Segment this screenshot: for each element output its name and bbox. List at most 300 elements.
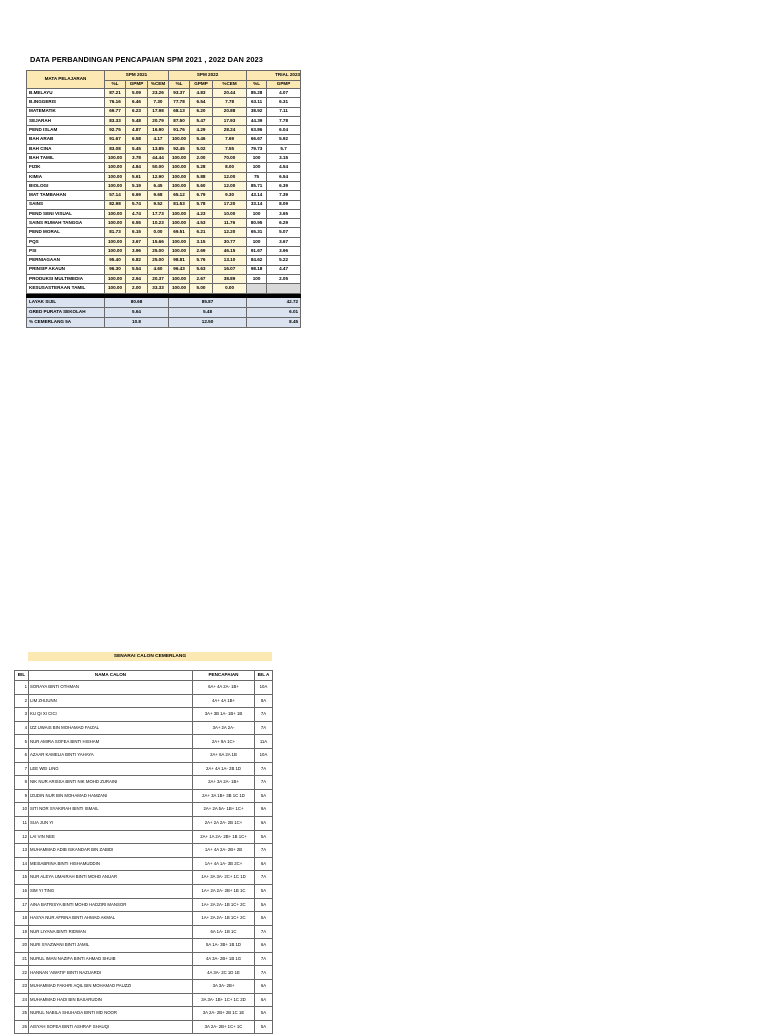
value-2022: 5.00 bbox=[190, 284, 213, 293]
candidate-row bbox=[15, 694, 273, 708]
candidate-result: 2A+ 3A 1B+ 3B 1C 1D bbox=[193, 789, 255, 803]
value-2022: 6.20 bbox=[190, 107, 213, 116]
value-2021: 69.77 bbox=[105, 107, 126, 116]
candidate-number: 13 bbox=[15, 844, 29, 858]
summary-2021: 5.64 bbox=[105, 307, 169, 317]
candidate-name: MEISABRINA BINTI HISHAMUDDIN bbox=[29, 857, 193, 871]
value-trial: 85.28 bbox=[247, 89, 267, 98]
value-2021: 4.84 bbox=[126, 163, 148, 172]
value-2022: 100.00 bbox=[169, 274, 190, 283]
year-header-trial: TRIAL 2023 bbox=[247, 71, 301, 81]
candidate-name: MUHAMMAD HADI BIN BASARUDIN bbox=[29, 993, 193, 1007]
value-2022: 2.69 bbox=[190, 247, 213, 256]
value-2021: 100.00 bbox=[105, 284, 126, 293]
subject-name: SAINS RUMAH TANGGA bbox=[27, 219, 105, 228]
value-2021: 6.55 bbox=[126, 219, 148, 228]
subject-row bbox=[27, 163, 301, 172]
candidate-result: 1A+ 3A 3A- 2C+ 1C 1D bbox=[193, 871, 255, 885]
candidate-a-count: 7A bbox=[255, 776, 273, 790]
value-2022: 5.47 bbox=[190, 116, 213, 125]
subject-name: KESUSASTERAAN TAMIL bbox=[27, 284, 105, 293]
summary-label: GRED PURATA SEKOLAH bbox=[27, 307, 105, 317]
value-2021: 100.00 bbox=[105, 154, 126, 163]
value-2022: 5.76 bbox=[190, 256, 213, 265]
subject-name: FIZIK bbox=[27, 163, 105, 172]
candidate-number: 1 bbox=[15, 681, 29, 695]
candidate-a-count: 7A bbox=[255, 966, 273, 980]
value-2021: 5.54 bbox=[126, 265, 148, 274]
name-header: NAMA CALON bbox=[29, 671, 193, 681]
value-2022: 70.00 bbox=[213, 154, 247, 163]
candidate-row bbox=[15, 884, 273, 898]
value-2022: 10.00 bbox=[213, 209, 247, 218]
value-2022: 92.45 bbox=[169, 144, 190, 153]
candidate-name: KU QI XI CICI bbox=[29, 708, 193, 722]
value-2022: 0.00 bbox=[213, 284, 247, 293]
value-2022: 68.13 bbox=[169, 107, 190, 116]
value-2022: 100.00 bbox=[169, 247, 190, 256]
subject-name: BIOLOGI bbox=[27, 181, 105, 190]
value-2021: 91.67 bbox=[105, 135, 126, 144]
value-2021: 100.00 bbox=[105, 247, 126, 256]
value-2021: 33.33 bbox=[148, 284, 169, 293]
value-2022: 20.44 bbox=[213, 89, 247, 98]
value-2022: 69.51 bbox=[169, 228, 190, 237]
value-trial: 7.11 bbox=[267, 107, 301, 116]
value-2021: 44.44 bbox=[148, 154, 169, 163]
candidate-number: 14 bbox=[15, 857, 29, 871]
candidate-number: 22 bbox=[15, 966, 29, 980]
candidate-a-count: 6A bbox=[255, 993, 273, 1007]
value-2022: 17.93 bbox=[213, 116, 247, 125]
value-2021: 5.74 bbox=[126, 200, 148, 209]
value-2022: 6.21 bbox=[190, 228, 213, 237]
candidate-a-count: 5A bbox=[255, 789, 273, 803]
value-2021: 9.52 bbox=[148, 200, 169, 209]
value-trial: 80.95 bbox=[247, 219, 267, 228]
candidate-name: NURI SYAZWANI BINTI JAMIL bbox=[29, 939, 193, 953]
candidate-result: 1A+ 2A 2A- 1B 1C+ 2C bbox=[193, 898, 255, 912]
value-2021: 95.40 bbox=[105, 256, 126, 265]
candidate-name: NURUL IMAN NAZIFA BINTI AHMAD SHUIB bbox=[29, 952, 193, 966]
value-2021: 100.00 bbox=[105, 172, 126, 181]
value-trial: 6.04 bbox=[267, 126, 301, 135]
value-2022: 100.00 bbox=[169, 163, 190, 172]
value-trial: 8.09 bbox=[267, 200, 301, 209]
candidate-name: LEE WEI LING bbox=[29, 762, 193, 776]
value-2022: 98.81 bbox=[169, 256, 190, 265]
candidate-a-count: 11A bbox=[255, 735, 273, 749]
value-2021: 0.00 bbox=[148, 228, 169, 237]
candidate-result: 2A+ 4A 1A- 2B 1D bbox=[193, 762, 255, 776]
year-header-2022: SPM 2022 bbox=[169, 71, 247, 81]
value-2021: 5.19 bbox=[126, 181, 148, 190]
value-2022: 5.88 bbox=[190, 172, 213, 181]
document-title: DATA PERBANDINGAN PENCAPAIAN SPM 2021 , 2022 DAN 2023 bbox=[30, 55, 263, 64]
value-2022: 100.00 bbox=[169, 154, 190, 163]
candidate-row bbox=[15, 939, 273, 953]
value-2021: 5.61 bbox=[126, 172, 148, 181]
subject-row bbox=[27, 89, 301, 98]
candidate-a-count: 7A bbox=[255, 925, 273, 939]
value-trial bbox=[267, 284, 301, 293]
candidate-name: IZZ UWAIS BIN MOHAMAD FAIZAL bbox=[29, 721, 193, 735]
candidate-a-count: 10A bbox=[255, 748, 273, 762]
value-2022: 38.89 bbox=[213, 274, 247, 283]
comparison-table bbox=[26, 70, 301, 328]
candidate-name: LAI VIN NEE bbox=[29, 830, 193, 844]
candidate-name: AISYAH SOFEA BINTI ASHRAF SHAUQI bbox=[29, 1020, 193, 1034]
value-2022: 12.00 bbox=[213, 181, 247, 190]
value-trial bbox=[247, 284, 267, 293]
candidate-row bbox=[15, 857, 273, 871]
value-2022: 2.67 bbox=[190, 274, 213, 283]
subject-row bbox=[27, 181, 301, 190]
value-2022: 4.29 bbox=[190, 126, 213, 135]
value-trial: 3.15 bbox=[267, 154, 301, 163]
value-2022: 5.28 bbox=[190, 163, 213, 172]
metric-header: %L bbox=[169, 81, 190, 89]
value-trial: 79.73 bbox=[247, 144, 267, 153]
value-2021: 6.82 bbox=[126, 256, 148, 265]
candidate-result: 4A+ 4A 1B+ bbox=[193, 694, 255, 708]
value-2022: 5.78 bbox=[190, 200, 213, 209]
value-2021: 96.30 bbox=[105, 265, 126, 274]
value-2021: 100.00 bbox=[105, 274, 126, 283]
candidate-a-count: 6A bbox=[255, 816, 273, 830]
value-2021: 100.00 bbox=[105, 209, 126, 218]
value-2021: 4.87 bbox=[126, 126, 148, 135]
value-trial: 100 bbox=[247, 209, 267, 218]
subject-column-header: MATA PELAJARAN bbox=[27, 71, 105, 89]
value-trial: 3.96 bbox=[267, 247, 301, 256]
value-trial: 65.31 bbox=[247, 228, 267, 237]
metric-header: %CEM bbox=[213, 81, 247, 89]
value-2022: 4.23 bbox=[190, 209, 213, 218]
candidate-a-count: 5A bbox=[255, 898, 273, 912]
value-trial: 44.39 bbox=[247, 116, 267, 125]
subject-row bbox=[27, 237, 301, 246]
summary-row bbox=[27, 317, 301, 327]
value-2021: 87.21 bbox=[105, 89, 126, 98]
value-trial: 98.18 bbox=[247, 265, 267, 274]
candidate-number: 7 bbox=[15, 762, 29, 776]
candidate-result: 2A+ 6A 2A 1B bbox=[193, 748, 255, 762]
subject-name: BAH CINA bbox=[27, 144, 105, 153]
candidate-a-count: 7A bbox=[255, 721, 273, 735]
value-2021: 92.75 bbox=[105, 126, 126, 135]
candidate-result: 4A 3A- 2B+ 1B 1G bbox=[193, 952, 255, 966]
value-2021: 100.00 bbox=[105, 181, 126, 190]
candidate-result: 3A 3A- 2B+ bbox=[193, 980, 255, 994]
candidate-result: 2A+ 1A 2A- 2B+ 1B 1C+ bbox=[193, 830, 255, 844]
value-2022: 81.53 bbox=[169, 200, 190, 209]
candidate-result: 2A+ 2A 5A- 1B+ 1C+ bbox=[193, 803, 255, 817]
value-2021: 81.73 bbox=[105, 228, 126, 237]
value-2022: 5.60 bbox=[190, 181, 213, 190]
candidate-row bbox=[15, 830, 273, 844]
value-2022: 4.83 bbox=[190, 89, 213, 98]
value-trial: 63.86 bbox=[247, 126, 267, 135]
value-2022: 16.07 bbox=[213, 265, 247, 274]
candidate-result: 3A 3A- 1B+ 1C+ 1C 2D bbox=[193, 993, 255, 1007]
value-2021: 5.45 bbox=[126, 144, 148, 153]
candidate-row bbox=[15, 871, 273, 885]
candidate-row bbox=[15, 1007, 273, 1021]
value-trial: 66.67 bbox=[247, 135, 267, 144]
candidate-result: 3A+ 3B 1A- 1B+ 1B bbox=[193, 708, 255, 722]
candidate-row bbox=[15, 966, 273, 980]
value-2021: 6.69 bbox=[126, 191, 148, 200]
candidate-row bbox=[15, 681, 273, 695]
subject-row bbox=[27, 256, 301, 265]
value-2021: 7.30 bbox=[148, 98, 169, 107]
metric-header: %L bbox=[247, 81, 267, 89]
metric-header: %L bbox=[105, 81, 126, 89]
candidate-result: 2A+ 2A 2A- 2B 1C+ bbox=[193, 816, 255, 830]
value-2022: 7.69 bbox=[213, 135, 247, 144]
value-2022: 9.30 bbox=[213, 191, 247, 200]
value-trial: 5.07 bbox=[267, 228, 301, 237]
subject-row bbox=[27, 191, 301, 200]
comparison-table-container bbox=[26, 70, 301, 390]
candidate-name: SUA JUN YI bbox=[29, 816, 193, 830]
candidate-number: 25 bbox=[15, 1007, 29, 1021]
candidate-name: HASYA NUR AFRINA BINTI AHMAD AKMAL bbox=[29, 912, 193, 926]
candidate-a-count: 10A bbox=[255, 681, 273, 695]
candidates-table bbox=[14, 670, 273, 1034]
candidate-row bbox=[15, 898, 273, 912]
subject-row bbox=[27, 274, 301, 283]
summary-2021: 10.8 bbox=[105, 317, 169, 327]
candidate-row bbox=[15, 912, 273, 926]
candidate-name: AZAAR KAMELIA BINTI YAHAYA bbox=[29, 748, 193, 762]
candidate-number: 10 bbox=[15, 803, 29, 817]
value-2021: 25.00 bbox=[148, 256, 169, 265]
subject-row bbox=[27, 219, 301, 228]
candidate-name: IZUDIN NUR BIN MOHAMAD HAMZANI bbox=[29, 789, 193, 803]
candidate-name: HANNAN 'AWATIF BINTI NAZUARDI bbox=[29, 966, 193, 980]
value-trial: 5.7 bbox=[267, 144, 301, 153]
candidate-number: 16 bbox=[15, 884, 29, 898]
result-header: PENCAPAIAN bbox=[193, 671, 255, 681]
candidate-number: 17 bbox=[15, 898, 29, 912]
candidate-result: 1A+ 4A 2A- 2B+ 2B bbox=[193, 844, 255, 858]
value-trial: 5.92 bbox=[267, 135, 301, 144]
candidate-name: SITI NOR SYAKIRAH BINTI ISMAIL bbox=[29, 803, 193, 817]
subject-row bbox=[27, 98, 301, 107]
summary-2022: 5.48 bbox=[169, 307, 247, 317]
summary-label: LAYAK SIJIL bbox=[27, 297, 105, 307]
value-2022: 5.46 bbox=[190, 135, 213, 144]
candidate-number: 23 bbox=[15, 980, 29, 994]
value-2022: 65.12 bbox=[169, 191, 190, 200]
summary-trial: 6.01 bbox=[247, 307, 301, 317]
candidate-row bbox=[15, 708, 273, 722]
subject-row bbox=[27, 265, 301, 274]
value-2022: 46.15 bbox=[213, 247, 247, 256]
candidate-row bbox=[15, 1020, 273, 1034]
metric-header: GPMP bbox=[126, 81, 148, 89]
subject-name: SEJARAH bbox=[27, 116, 105, 125]
value-2021: 6.45 bbox=[148, 181, 169, 190]
value-2022: 12.20 bbox=[213, 228, 247, 237]
candidate-a-count: 7A bbox=[255, 708, 273, 722]
year-header-2021: SPM 2021 bbox=[105, 71, 169, 81]
value-2022: 30.77 bbox=[213, 237, 247, 246]
candidate-row bbox=[15, 844, 273, 858]
value-2022: 6.54 bbox=[190, 98, 213, 107]
subject-name: PEND SENI VISUAL bbox=[27, 209, 105, 218]
summary-row bbox=[27, 307, 301, 317]
value-2021: 16.90 bbox=[148, 126, 169, 135]
value-2022: 20.88 bbox=[213, 107, 247, 116]
candidate-a-count: 5A bbox=[255, 884, 273, 898]
value-2021: 100.00 bbox=[105, 219, 126, 228]
candidate-a-count: 6A bbox=[255, 857, 273, 871]
value-2021: 2.00 bbox=[126, 284, 148, 293]
summary-label: % CEMERLANG 5A bbox=[27, 317, 105, 327]
value-2021: 82.98 bbox=[105, 200, 126, 209]
subject-name: PEND ISLAM bbox=[27, 126, 105, 135]
candidate-result: 3A+ 2A 2A- bbox=[193, 721, 255, 735]
candidate-row bbox=[15, 980, 273, 994]
value-2021: 17.73 bbox=[148, 209, 169, 218]
value-2021: 5.09 bbox=[126, 89, 148, 98]
value-trial: 33.14 bbox=[247, 200, 267, 209]
value-trial: 85.71 bbox=[247, 181, 267, 190]
bil-header: BIL bbox=[15, 671, 29, 681]
subject-row bbox=[27, 116, 301, 125]
candidate-result: 3A 2A- 2B+ 2B 1C 1E bbox=[193, 1007, 255, 1021]
candidate-row bbox=[15, 925, 273, 939]
candidate-number: 18 bbox=[15, 912, 29, 926]
candidate-a-count: 9A bbox=[255, 803, 273, 817]
candidates-title: SENARAI CALON CEMERLANG bbox=[28, 652, 272, 661]
value-2022: 100.00 bbox=[169, 237, 190, 246]
candidate-a-count: 5A bbox=[255, 1007, 273, 1021]
value-2021: 100.00 bbox=[105, 237, 126, 246]
candidate-result: 1A+ 2A 2A- 2B+ 1B 1C bbox=[193, 884, 255, 898]
candidate-result: 1A+ 4A 1A- 3B 2C+ bbox=[193, 857, 255, 871]
value-2022: 7.78 bbox=[213, 98, 247, 107]
candidate-number: 21 bbox=[15, 952, 29, 966]
candidate-a-count: 6A bbox=[255, 939, 273, 953]
value-trial: 84.62 bbox=[247, 256, 267, 265]
candidate-number: 11 bbox=[15, 816, 29, 830]
value-2021: 83.08 bbox=[105, 144, 126, 153]
subject-row bbox=[27, 200, 301, 209]
value-2022: 6.79 bbox=[190, 191, 213, 200]
candidate-name: NIK NUR ARISSA BINTI NIK MOHD ZURAINI bbox=[29, 776, 193, 790]
value-2022: 77.78 bbox=[169, 98, 190, 107]
value-2021: 83.33 bbox=[105, 116, 126, 125]
subject-row bbox=[27, 107, 301, 116]
candidate-a-count: 7A bbox=[255, 844, 273, 858]
value-trial: 6.54 bbox=[267, 172, 301, 181]
count-header: BIL A bbox=[255, 671, 273, 681]
subject-name: MAT TAMBAHAN bbox=[27, 191, 105, 200]
value-trial: 7.78 bbox=[267, 116, 301, 125]
subject-name: PQS bbox=[27, 237, 105, 246]
subject-name: PRODUKSI MULTIMEDIA bbox=[27, 274, 105, 283]
value-trial: 4.47 bbox=[267, 265, 301, 274]
subject-name: KIMIA bbox=[27, 172, 105, 181]
candidate-result: 2A+ 3A 2A- 1B+ bbox=[193, 776, 255, 790]
candidate-a-count: 6A bbox=[255, 980, 273, 994]
candidate-row bbox=[15, 803, 273, 817]
value-2022: 96.43 bbox=[169, 265, 190, 274]
subject-name: PRINSIP AKAUN bbox=[27, 265, 105, 274]
candidate-name: NURUL NABILA SHUHADA BINTI MD NOOR bbox=[29, 1007, 193, 1021]
candidate-name: SORAYA BINTI OTHMAN bbox=[29, 681, 193, 695]
candidate-number: 26 bbox=[15, 1020, 29, 1034]
value-2021: 10.23 bbox=[148, 219, 169, 228]
candidate-number: 24 bbox=[15, 993, 29, 1007]
value-2021: 3.78 bbox=[126, 154, 148, 163]
candidate-result: 6A+ 4A 2A- 1B+ bbox=[193, 681, 255, 695]
summary-row bbox=[27, 297, 301, 307]
subject-name: SAINS bbox=[27, 200, 105, 209]
value-2021: 2.94 bbox=[126, 274, 148, 283]
value-2022: 13.10 bbox=[213, 256, 247, 265]
value-2022: 100.00 bbox=[169, 219, 190, 228]
candidate-result: 2A+ 9A 1C+ bbox=[193, 735, 255, 749]
value-trial: 4.54 bbox=[267, 163, 301, 172]
subject-name: B.INGGERIS bbox=[27, 98, 105, 107]
candidate-result: 6A 1A- 1B 1C bbox=[193, 925, 255, 939]
candidate-a-count: 5A bbox=[255, 830, 273, 844]
candidate-number: 19 bbox=[15, 925, 29, 939]
candidate-name: SIM YI TING bbox=[29, 884, 193, 898]
value-2021: 76.16 bbox=[105, 98, 126, 107]
value-trial: 38.92 bbox=[247, 107, 267, 116]
value-trial: 43.14 bbox=[247, 191, 267, 200]
summary-2021: 80.68 bbox=[105, 297, 169, 307]
subject-name: PSI bbox=[27, 247, 105, 256]
candidate-a-count: 7A bbox=[255, 952, 273, 966]
value-2022: 8.00 bbox=[213, 163, 247, 172]
candidate-result: 4A 3A- 2C 1D 1E bbox=[193, 966, 255, 980]
value-trial: 6.31 bbox=[267, 98, 301, 107]
metric-header: GPMP bbox=[190, 81, 213, 89]
value-2021: 25.00 bbox=[148, 247, 169, 256]
subject-row bbox=[27, 135, 301, 144]
value-trial: 100 bbox=[247, 237, 267, 246]
candidate-number: 20 bbox=[15, 939, 29, 953]
value-2021: 6.46 bbox=[126, 98, 148, 107]
candidate-number: 9 bbox=[15, 789, 29, 803]
candidate-number: 3 bbox=[15, 708, 29, 722]
candidate-name: NUR AMIRA SOFEA BINTI HISHAM bbox=[29, 735, 193, 749]
candidate-row bbox=[15, 816, 273, 830]
value-2022: 100.00 bbox=[169, 209, 190, 218]
candidate-number: 6 bbox=[15, 748, 29, 762]
value-2021: 9.68 bbox=[148, 191, 169, 200]
subject-name: B.MELAYU bbox=[27, 89, 105, 98]
candidate-name: NUR ALEYA UMAIRAH BINTI MOHD ANUAR bbox=[29, 871, 193, 885]
value-2022: 12.00 bbox=[213, 172, 247, 181]
subject-name: BAH TAMIL bbox=[27, 154, 105, 163]
value-trial: 3.67 bbox=[267, 237, 301, 246]
value-2022: 100.00 bbox=[169, 172, 190, 181]
subject-row bbox=[27, 172, 301, 181]
value-2021: 6.23 bbox=[126, 107, 148, 116]
summary-2022: 85.87 bbox=[169, 297, 247, 307]
value-2022: 28.24 bbox=[213, 126, 247, 135]
subject-row bbox=[27, 284, 301, 293]
value-2022: 7.55 bbox=[213, 144, 247, 153]
